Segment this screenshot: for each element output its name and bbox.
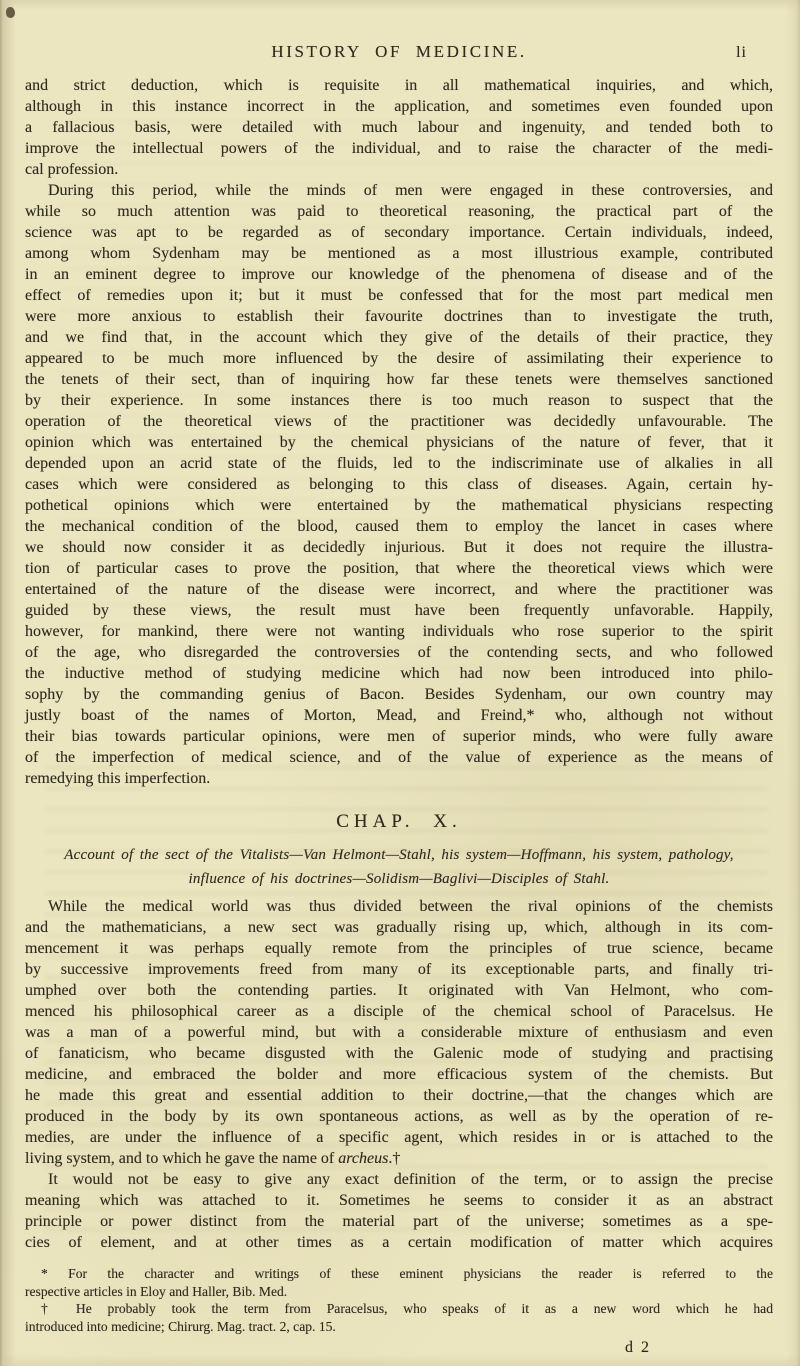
text-line: cies of element, and at other times as a certain modification of matter which acquires [25, 1234, 773, 1251]
signature-line [25, 1339, 773, 1357]
text-line: It would not be easy to give any exact definition of the term, or to assign the precise [48, 1171, 773, 1188]
text-line: respective articles in Eloy and Haller, Bib. Med. [25, 1283, 288, 1299]
text-line: although in this instance incorrect in the application, and sometimes even founded upon [25, 98, 773, 115]
text-line: produced in the body by its own spontaneous actions, as well as by the operation of re- [25, 1108, 773, 1125]
text-line: meaning which was attached to it. Sometimes he seems to consider it as an abstract [25, 1192, 773, 1209]
text-line: guided by these views, the result must have been frequently unfavorable. Happily, [25, 602, 773, 619]
text-line: however, for mankind, there were not wanting individuals who rose superior to the spirit [25, 623, 773, 640]
text-line: operation of the theoretical views of the practitioner was decidedly unfavourable. The [25, 413, 773, 430]
running-header [25, 42, 773, 62]
chapter-summary-line: influence of his doctrines—Solidism—Baglivi—Disciples of Stahl. [188, 871, 610, 887]
text-line: * For the character and writings of these eminent physicians the reader is referred to the [41, 1266, 773, 1281]
text-line: entertained of the nature of the disease were incorrect, and where the practitioner was [25, 581, 773, 598]
text-line: menced his philosophical career as a disciple of the chemical school of Paracelsus. He [25, 1003, 773, 1020]
text-line: principle or power distinct from the material part of the universe; sometimes as a spe- [25, 1213, 773, 1230]
text-line: science was apt to be regarded as of secondary importance. Certain individuals, indeed, [25, 224, 773, 241]
text-line: During this period, while the minds of men were engaged in these controversies, and [48, 182, 773, 199]
paragraph [25, 896, 773, 1169]
text-line: he made this great and essential addition to their doctrine,—that the changes which are [25, 1087, 773, 1104]
paragraph [25, 75, 773, 180]
text-line [25, 1148, 773, 1169]
chapter-summary-line: Account of the sect of the Vitalists—Van Helmont—Stahl, his system—Hoffmann, his system, pathology, [64, 847, 734, 863]
text-line: mencement it was perhaps equally remote from the principles of true science, became [25, 940, 773, 957]
text-line: cases which were considered as belonging to this class of diseases. Again, certain hy- [25, 476, 773, 493]
text-line: the mechanical condition of the blood, caused them to employ the lancet in cases where [25, 518, 773, 535]
text-line: and the mathematicians, a new sect was gradually rising up, which, although in its com- [25, 919, 773, 936]
running-title: HISTORY OF MEDICINE. [271, 42, 527, 61]
text-line: introduced into medicine; Chirurg. Mag. tract. 2, cap. 15. [25, 1318, 336, 1334]
text-line: tion of particular cases to prove the position, that where the theoretical views which were [25, 560, 773, 577]
text-line: and strict deduction, which is requisite in all mathematical inquiries, and which, [25, 77, 773, 94]
signature-mark: d 2 [625, 1339, 651, 1357]
text-line: of the imperfection of medical science, and of the value of experience as the means of [25, 749, 773, 766]
text-line: among whom Sydenham may be mentioned as a most illustrious example, contributed [25, 245, 773, 262]
page-number: li [736, 44, 747, 61]
text-line: and we find that, in the account which they give of the details of their practice, they [25, 329, 773, 346]
text-run: living system, and to which he gave the name of [25, 1150, 339, 1167]
text-line: of fanaticism, who became disgusted with the Galenic mode of studying and practising [25, 1045, 773, 1062]
scan-artifact-mark [6, 7, 15, 18]
text-line: medicine, and embraced the bolder and more efficacious system of the chemists. But [25, 1066, 773, 1083]
chapter-heading: CHAP. X. [336, 811, 462, 832]
paragraph [25, 1169, 773, 1253]
text-line: were more anxious to establish their favourite doctrines than to investigate the truth, [25, 308, 773, 325]
paragraph [25, 180, 773, 789]
text-line: opinion which was entertained by the chemical physicians of the nature of fever, that it [25, 434, 773, 451]
text-line: a fallacious basis, were detailed with much labour and ingenuity, and tended both to [25, 119, 773, 136]
text-line: by successive improvements freed from many of its exceptionable parts, and finally tri- [25, 961, 773, 978]
text-line: the tenets of their sect, than of inquiring how far these tenets were themselves sanctioned [25, 371, 773, 388]
text-line: pothetical opinions which were entertained by the mathematical physicians respecting [25, 497, 773, 514]
page-body [25, 75, 773, 1253]
text-line: while so much attention was paid to theoretical reasoning, the practical part of the [25, 203, 773, 220]
text-line: of the age, who disregarded the controversies of the contending sects, and who followed [25, 644, 773, 661]
text-line: remedying this imperfection. [25, 770, 211, 787]
footnote [25, 1265, 773, 1300]
text-line: was a man of a powerful mind, but with a considerable mixture of enthusiasm and even [25, 1024, 773, 1041]
text-line: appeared to be much more influenced by the desire of assimilating their experience to [25, 350, 773, 367]
text-line: justly boast of the names of Morton, Mead, and Freind,* who, although not without [25, 707, 773, 724]
text-line: cal profession. [25, 161, 119, 178]
text-run: .† [388, 1150, 401, 1167]
text-line: improve the intellectual powers of the individual, and to raise the character of the medi- [25, 140, 773, 157]
footnotes [25, 1265, 773, 1335]
text-line: While the medical world was thus divided between the rival opinions of the chemists [48, 898, 773, 915]
text-line: the inductive method of studying medicine which had now been introduced into philo- [25, 665, 773, 682]
text-line: we should now consider it as decidedly injurious. But it does not require the illustra- [25, 539, 773, 556]
text-line: effect of remedies upon it; but it must be confessed that for the most part medical men [25, 287, 773, 304]
italic-term: archeus [338, 1150, 389, 1167]
text-line: depended upon an acrid state of the fluids, led to the indiscriminate use of alkalies in all [25, 455, 773, 472]
text-line: sophy by the commanding genius of Bacon. Besides Sydenham, our own country may [25, 686, 773, 703]
text-line: medies, are under the influence of a specific agent, which resides in or is attached to the [25, 1129, 773, 1146]
text-line: their bias towards particular opinions, were men of superior minds, who were fully aware [25, 728, 773, 745]
footnote [25, 1300, 773, 1335]
text-line: by their experience. In some instances there is too much reason to suspect that the [25, 392, 773, 409]
chapter-summary [25, 843, 773, 891]
text-line: † He probably took the term from Paracelsus, who speaks of it as a new word which he had [41, 1301, 773, 1317]
text-line: umphed over both the contending parties. It originated with Van Helmont, who com- [25, 982, 773, 999]
text-line: in an eminent degree to improve our knowledge of the phenomena of disease and of the [25, 266, 773, 283]
